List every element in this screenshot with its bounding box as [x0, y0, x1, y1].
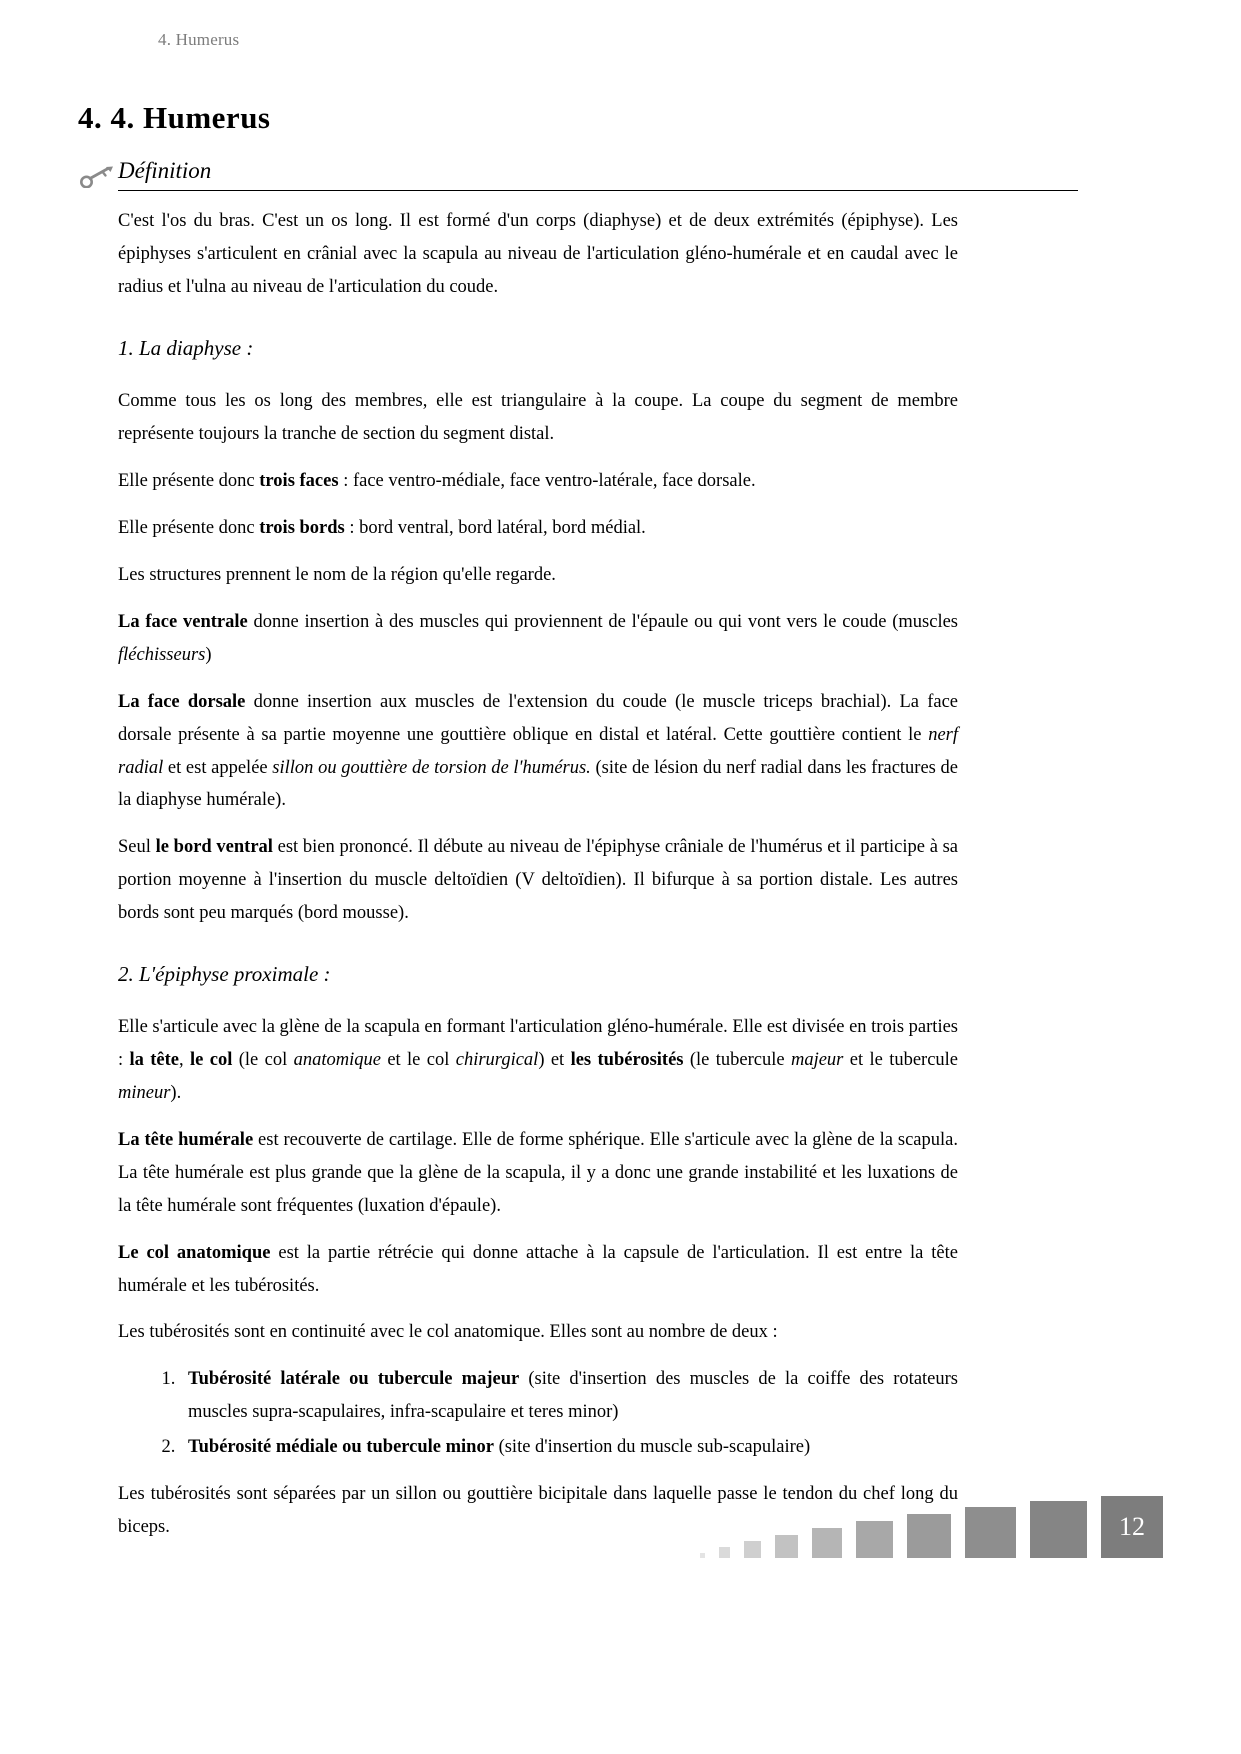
bords-bold: trois bords: [259, 517, 345, 538]
faces-lead: Elle présente donc: [118, 471, 260, 492]
definition-heading: Définition: [118, 158, 212, 183]
decor-square: [719, 1547, 730, 1558]
faces-rest: : face ventro-médiale, face ventro-latérale, face dorsale.: [338, 471, 756, 492]
face-dorsale-bold: La face dorsale: [118, 691, 246, 712]
page-footer: [0, 1496, 1241, 1558]
bord-ventral-bold: le bord ventral: [155, 837, 273, 858]
definition-block: [78, 158, 1078, 191]
col-anatomique-paragraph: [118, 1237, 958, 1303]
decor-square: [744, 1541, 761, 1558]
bord-ventral-lead: Seul: [118, 837, 156, 858]
mineur-italic: mineur: [118, 1082, 171, 1103]
key-icon: [80, 166, 114, 188]
les-tuberosites-bold: les tubérosités: [570, 1050, 684, 1071]
epi-part7: et le tubercule: [843, 1050, 959, 1071]
la-tete-bold: la tête: [129, 1050, 180, 1071]
epi-part6: (le tubercule: [683, 1050, 791, 1071]
col-anatomique-rest: est la partie rétrécie qui donne attache à la capsule de l'articulation. Il est entre la tête humérale et les tubérosités.: [118, 1242, 958, 1296]
face-ventrale-bold: La face ventrale: [118, 611, 248, 632]
tuberosites-list: [118, 1363, 958, 1464]
list-item: [180, 1431, 958, 1464]
diaphyse-paragraph-1: Comme tous les os long des membres, elle est triangulaire à la coupe. La coupe du segment de membre représente toujours la tranche de section du segment distal.: [118, 391, 958, 445]
sillon-torsion-italic: sillon ou gouttière de torsion de l'humérus.: [272, 757, 591, 778]
decor-square: [812, 1528, 842, 1558]
face-dorsale-part1: donne insertion aux muscles de l'extension du coude (le muscle triceps brachial). La face dorsale présente à sa partie moyenne une gouttière oblique en distal et latéral. Cette gouttière contient le: [118, 691, 958, 745]
col-anatomique-bold: Le col anatomique: [118, 1242, 271, 1263]
page-number: 12: [1101, 1496, 1163, 1558]
bords-lead: Elle présente donc: [118, 517, 260, 538]
footer-decoration: [686, 1496, 1163, 1558]
decor-square: [965, 1507, 1016, 1558]
page-title: 4. 4. Humerus: [78, 100, 271, 135]
list-item-bold: Tubérosité médiale ou tubercule minor: [188, 1437, 494, 1458]
face-ventrale-mid: donne insertion à des muscles qui proviennent de l'épaule ou qui vont vers le coude (muscles: [247, 611, 958, 632]
decor-square: [907, 1514, 951, 1558]
epi-part4: et le col: [380, 1050, 456, 1071]
definition-divider: [118, 190, 1078, 191]
le-col-bold: le col: [190, 1050, 233, 1071]
tuberosites-closing-paragraph: Les tubérosités sont séparées par un sillon ou gouttière bicipitale dans laquelle passe le tendon du chef long du biceps.: [118, 1484, 958, 1538]
face-dorsale-part3: (site de lésion du nerf radial dans les fractures de la diaphyse humérale).: [118, 757, 958, 811]
majeur-italic: majeur: [790, 1050, 844, 1071]
flechisseurs-italic: fléchisseurs: [118, 644, 206, 665]
tete-humerale-bold: La tête humérale: [118, 1129, 254, 1150]
page-content: [78, 100, 1078, 1558]
diaphyse-paragraph-structures: Les structures prennent le nom de la région qu'elle regarde.: [118, 564, 556, 585]
face-dorsale-part2: et est appelée: [163, 757, 273, 778]
tete-humerale-paragraph: [118, 1124, 958, 1223]
tuberosites-intro-paragraph: Les tubérosités sont en continuité avec le col anatomique. Elles sont au nombre de deux :: [118, 1322, 778, 1343]
diaphyse-paragraph-bords: [118, 512, 958, 545]
section-heading-epiphyse: 2. L'épiphyse proximale :: [118, 962, 331, 987]
epi-part1: Elle s'articule avec la glène de la scapula en formant l'articulation gléno-humérale. Elle est divisée en trois parties :: [118, 1017, 958, 1071]
face-dorsale-paragraph: [118, 686, 958, 818]
bords-rest: : bord ventral, bord latéral, bord médial.: [344, 517, 646, 538]
faces-bold: trois faces: [259, 471, 339, 492]
epi-part5: ) et: [538, 1050, 571, 1071]
decor-square: [775, 1535, 798, 1558]
list-item: [180, 1363, 958, 1429]
bord-ventral-paragraph: [118, 831, 958, 930]
epi-part2: ,: [179, 1050, 191, 1071]
epi-part8: ).: [170, 1082, 182, 1103]
running-head: 4. Humerus: [158, 30, 240, 49]
chirurgical-italic: chirurgical: [455, 1050, 539, 1071]
definition-paragraph: C'est l'os du bras. C'est un os long. Il est formé d'un corps (diaphyse) et de deux extrémités (épiphyse). Les épiphyses s'articulent en crânial avec la scapula au niveau de l'articulation gléno-humérale et en caudal avec le radius et l'ulna au niveau de l'articulation du coude.: [118, 211, 958, 298]
bord-ventral-rest: est bien prononcé. Il débute au niveau de l'épiphyse crâniale de l'humérus et il participe à sa portion moyenne à l'insertion du muscle deltoïdien (V deltoïdien). Il bifurque à sa portion distale. Les autres bords sont peu marqués (bord mousse).: [118, 837, 959, 924]
decor-square: [700, 1553, 705, 1558]
nerf-radial-italic: nerf radial: [118, 724, 958, 778]
section-heading-diaphyse: 1. La diaphyse :: [118, 336, 254, 361]
epiphyse-paragraph-1: [118, 1011, 958, 1110]
list-item-bold: Tubérosité latérale ou tubercule majeur: [188, 1369, 520, 1390]
anatomique-italic: anatomique: [293, 1050, 381, 1071]
decor-square: [856, 1521, 893, 1558]
body-text: [118, 205, 958, 1544]
face-ventrale-end: ): [205, 644, 212, 665]
epi-part3: (le col: [232, 1050, 294, 1071]
list-item-rest: (site d'insertion des muscles de la coiffe des rotateurs muscles supra-scapulaires, infra-scapulaire et teres minor): [188, 1369, 958, 1423]
decor-square: [1030, 1501, 1087, 1558]
diaphyse-paragraph-faces: [118, 465, 958, 498]
face-ventrale-paragraph: [118, 606, 958, 672]
list-item-rest: (site d'insertion du muscle sub-scapulaire): [493, 1437, 811, 1458]
tete-humerale-rest: est recouverte de cartilage. Elle de forme sphérique. Elle s'articule avec la glène de la scapula. La tête humérale est plus grande que la glène de la scapula, il y a donc une grande instabilité et les luxations de la tête humérale sont fréquentes (luxation d'épaule).: [118, 1129, 958, 1216]
